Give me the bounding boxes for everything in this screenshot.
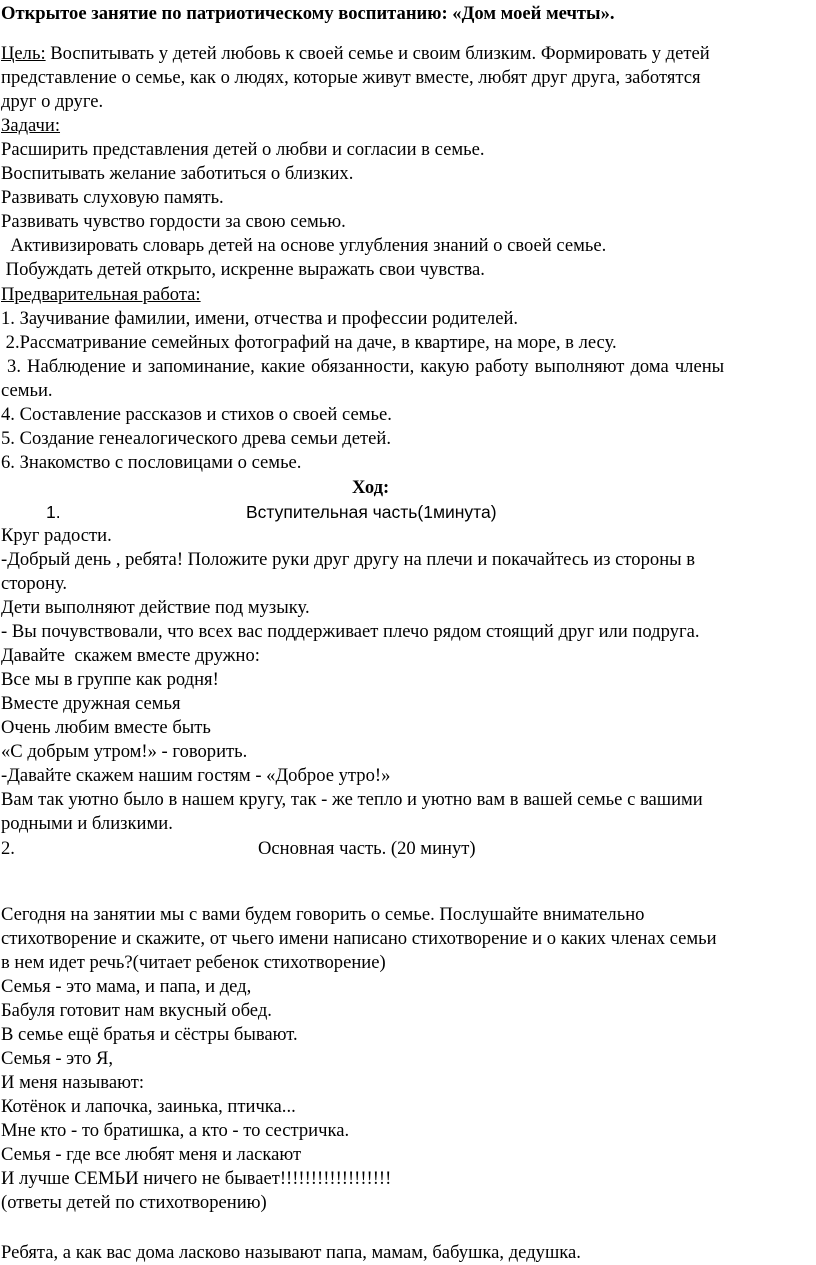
goal-label: Цель: bbox=[1, 43, 46, 64]
part1-number: 1. bbox=[46, 502, 61, 522]
goal-paragraph-line-2: представление о семье, как о людях, которые живут вместе, любят друг друга, заботятся bbox=[1, 67, 701, 88]
part1-line: - Вы почувствовали, что всех вас поддерживает плечо рядом стоящий друг или подруга. bbox=[1, 621, 700, 642]
course-heading: Ход: bbox=[352, 477, 390, 498]
part1-line: Дети выполняют действие под музыку. bbox=[1, 597, 310, 618]
task-item: Развивать чувство гордости за свою семью. bbox=[1, 211, 346, 232]
part1-poem-line: «С добрым утром!» - говорить. bbox=[1, 741, 248, 762]
poem-line: И лучше СЕМЬИ ничего не бывает!!!!!!!!!!!!!!!!!! bbox=[1, 1168, 392, 1189]
prep-item: 5. Создание генеалогического древа семьи детей. bbox=[1, 428, 391, 449]
part1-line: -Давайте скажем нашим гостям - «Доброе утро!» bbox=[1, 765, 391, 786]
part1-line: -Добрый день , ребята! Положите руки друг другу на плечи и покачайтесь из стороны в bbox=[1, 549, 696, 570]
part1-heading: Вступительная часть(1минута) bbox=[246, 502, 497, 522]
part2-number: 2. bbox=[1, 838, 15, 859]
preparation-heading: Предварительная работа: bbox=[1, 284, 201, 305]
prep-item: 2.Рассматривание семейных фотографий на даче, в квартире, на море, в лесу. bbox=[1, 332, 617, 353]
tasks-heading: Задачи: bbox=[1, 115, 61, 136]
part1-poem-line: Все мы в группе как родня! bbox=[1, 669, 219, 690]
poem-line: В семье ещё братья и сёстры бывают. bbox=[1, 1024, 298, 1045]
part2-heading: Основная часть. (20 минут) bbox=[258, 838, 476, 859]
task-item: Активизировать словарь детей на основе углубления знаний о своей семье. bbox=[1, 235, 607, 256]
prep-item: 6. Знакомство с пословицами о семье. bbox=[1, 452, 302, 473]
part1-line: Круг радости. bbox=[1, 525, 112, 546]
task-item: Воспитывать желание заботиться о близких. bbox=[1, 163, 354, 184]
prep-item: 3. Наблюдение и запоминание, какие обязанности, какую работу выполняют дома члены bbox=[1, 356, 725, 377]
part1-poem-line: Очень любим вместе быть bbox=[1, 717, 211, 738]
part1-line: сторону. bbox=[1, 573, 68, 594]
task-item: Расширить представления детей о любви и согласии в семье. bbox=[1, 139, 485, 160]
document-title: Открытое занятие по патриотическому воспитанию: «Дом моей мечты». bbox=[1, 3, 615, 24]
goal-paragraph-line-1 bbox=[1, 42, 710, 66]
part2-line: Сегодня на занятии мы с вами будем говорить о семье. Послушайте внимательно bbox=[1, 904, 645, 925]
poem-line: Семья - где все любят меня и ласкают bbox=[1, 1144, 302, 1165]
part2-note: (ответы детей по стихотворению) bbox=[1, 1192, 267, 1213]
part2-line: в нем идет речь?(читает ребенок стихотворение) bbox=[1, 952, 386, 973]
poem-line: Бабуля готовит нам вкусный обед. bbox=[1, 1000, 272, 1021]
closing-line: Ребята, а как вас дома ласково называют папа, мамам, бабушка, дедушка. bbox=[1, 1242, 581, 1263]
part2-line: стихотворение и скажите, от чьего имени написано стихотворение и о каких членах семьи bbox=[1, 928, 717, 949]
poem-line: Котёнок и лапочка, заинька, птичка... bbox=[1, 1096, 296, 1117]
part1-poem-line: Вместе дружная семья bbox=[1, 693, 181, 714]
part1-line: Давайте скажем вместе дружно: bbox=[1, 645, 260, 666]
part1-line: родными и близкими. bbox=[1, 813, 173, 834]
prep-item: 1. Заучивание фамилии, имени, отчества и профессии родителей. bbox=[1, 308, 519, 329]
poem-line: Мне кто - то братишка, а кто - то сестричка. bbox=[1, 1120, 350, 1141]
task-item: Побуждать детей открыто, искренне выражать свои чувства. bbox=[1, 259, 485, 280]
goal-paragraph-line-3: друг о друге. bbox=[1, 91, 104, 112]
goal-text: Воспитывать у детей любовь к своей семье и своим близким. Формировать у детей bbox=[45, 43, 710, 64]
part1-line: Вам так уютно было в нашем кругу, так - же тепло и уютно вам в вашей семье с вашими bbox=[1, 789, 703, 810]
prep-item-continued: семьи. bbox=[1, 380, 53, 401]
poem-line: Семья - это мама, и папа, и дед, bbox=[1, 976, 252, 997]
poem-line: И меня называют: bbox=[1, 1072, 145, 1093]
poem-line: Семья - это Я, bbox=[1, 1048, 114, 1069]
task-item: Развивать слуховую память. bbox=[1, 187, 224, 208]
prep-item: 4. Составление рассказов и стихов о своей семье. bbox=[1, 404, 392, 425]
